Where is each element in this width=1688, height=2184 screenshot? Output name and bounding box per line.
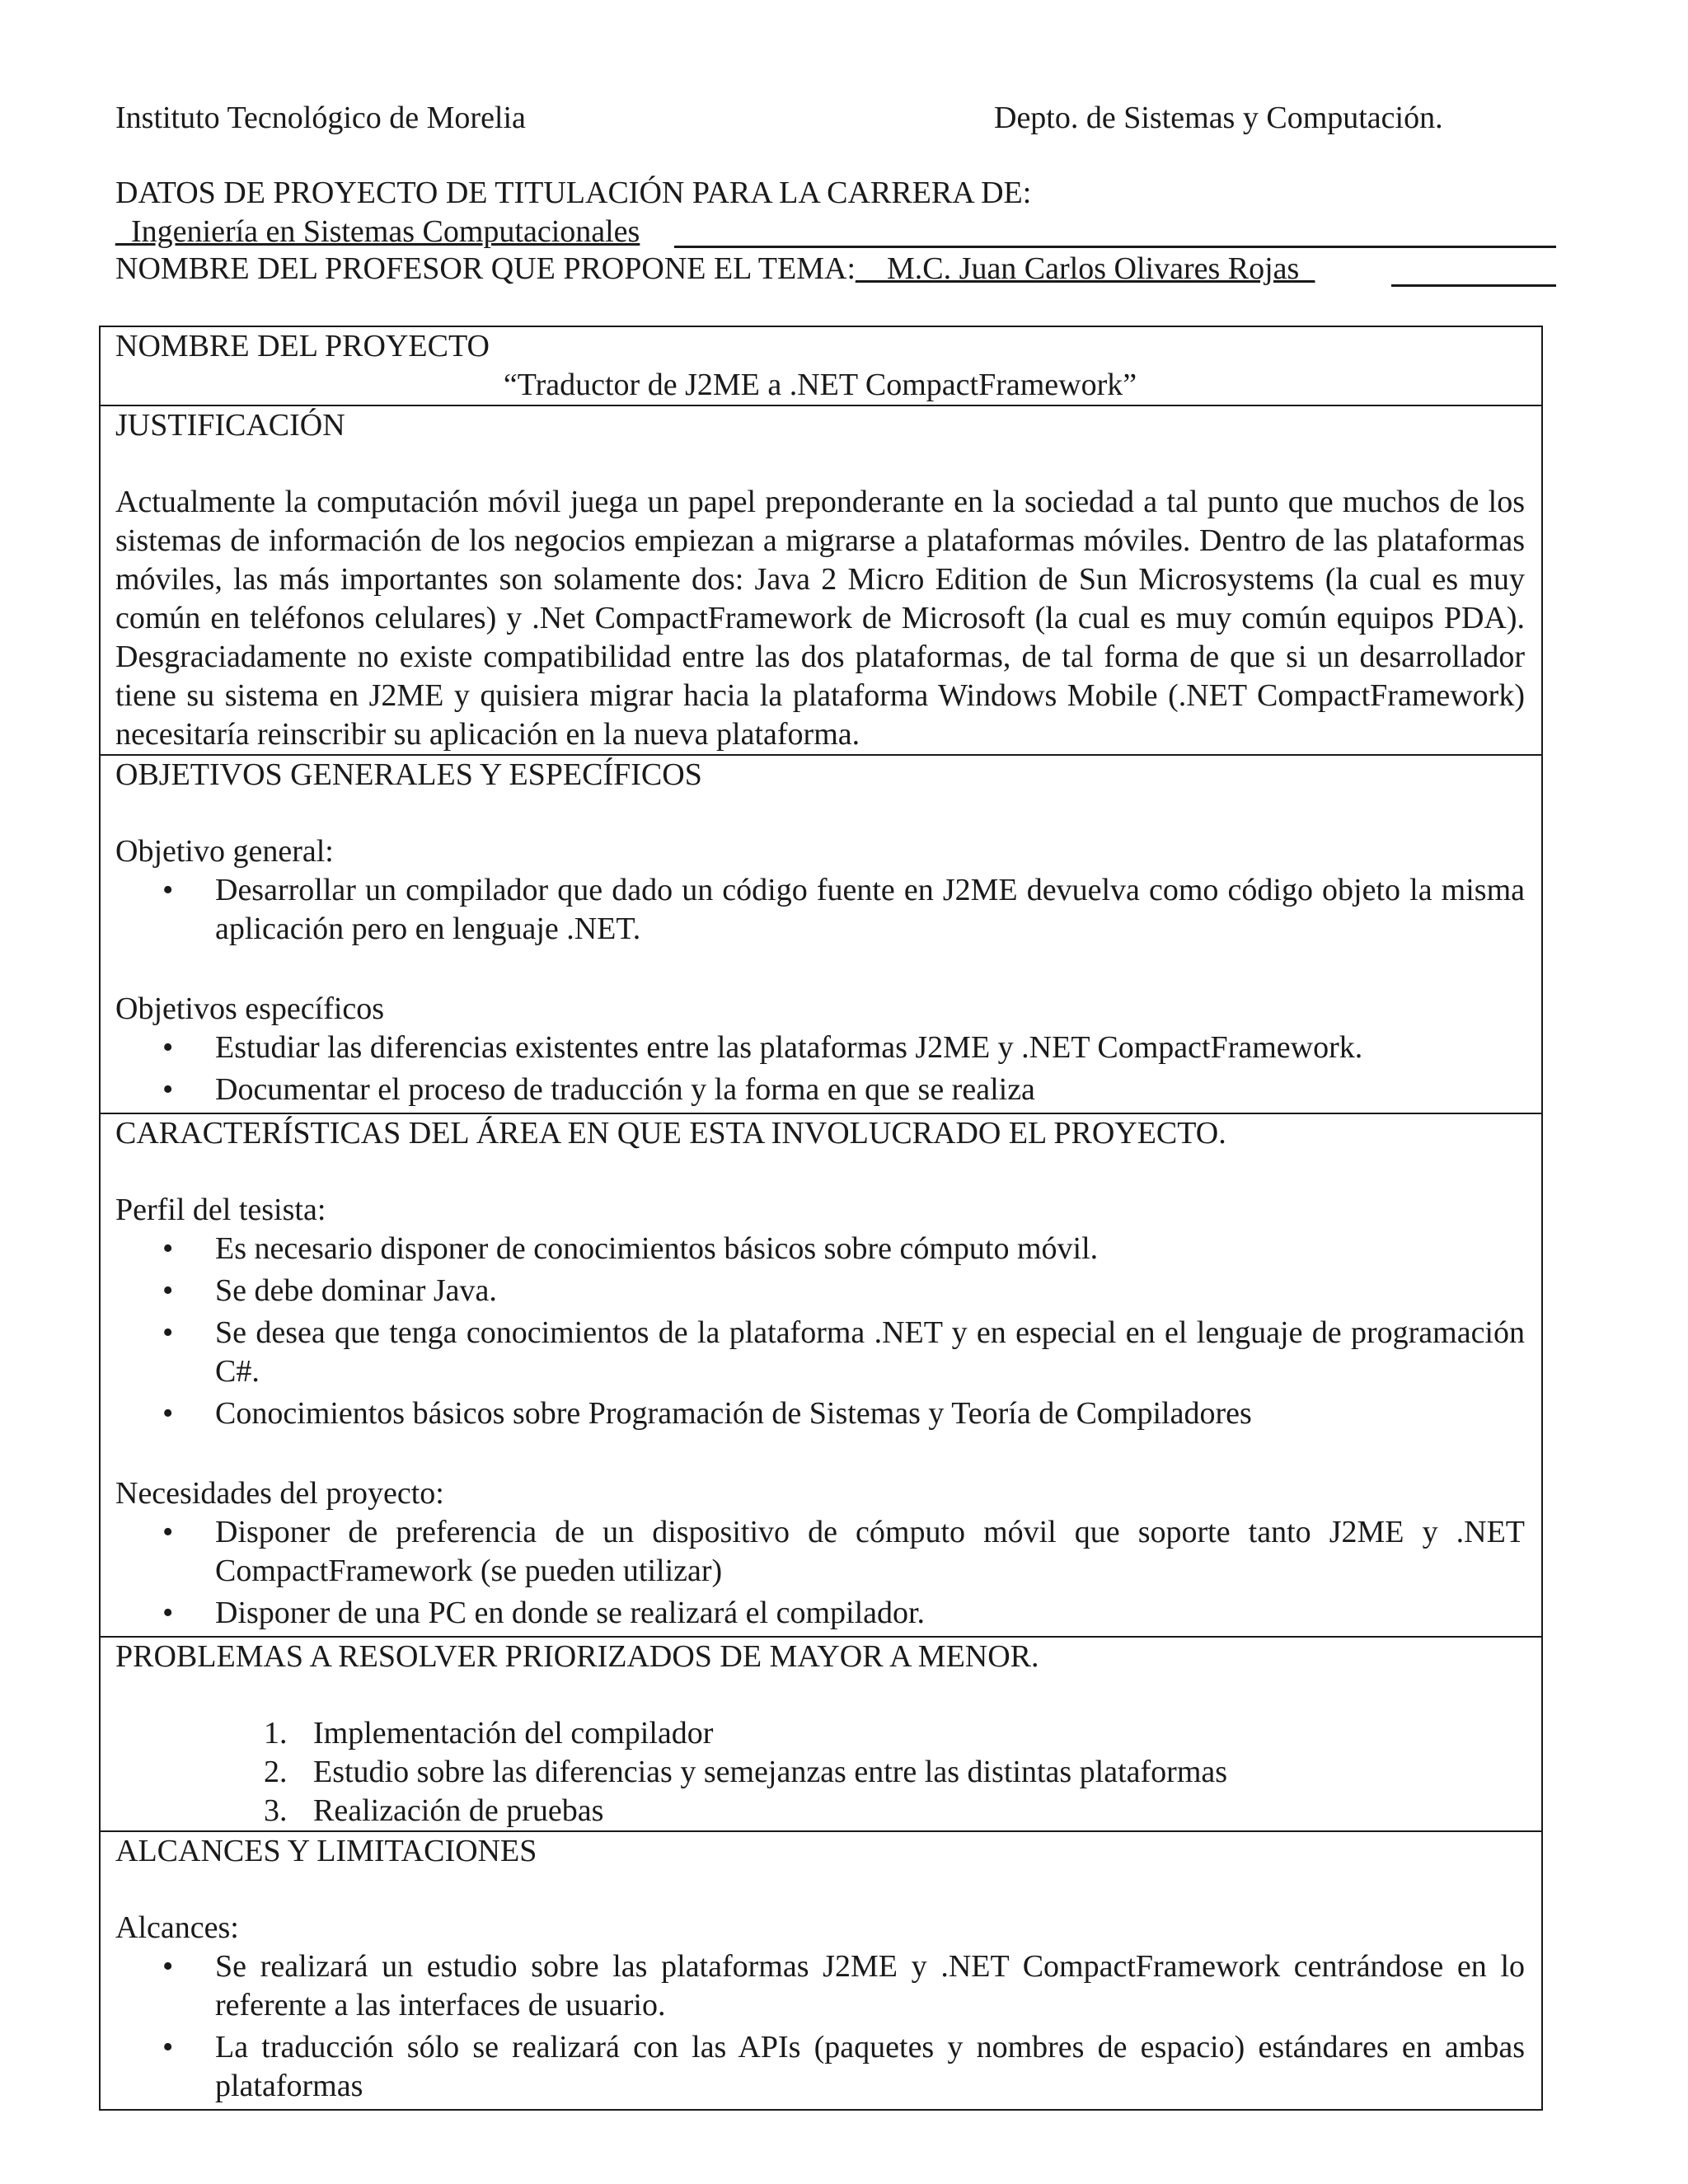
list-item: • Se debe dominar Java.	[115, 1272, 1525, 1310]
section-title: JUSTIFICACIÓN	[115, 408, 345, 443]
project-name-value: “Traductor de J2ME a .NET CompactFramework”	[503, 368, 1137, 402]
item-number: 3.	[264, 1793, 288, 1828]
justificacion-text: Actualmente la computación móvil juega un papel preponderante en la sociedad a tal punto que muchos de los sistemas de información de los negocios empiezan a migrarse a plataformas móviles. Dentro de las plataformas móviles, las más importantes son solamente dos: Java 2 Micro Edition de Sun Microsystems (la cual es muy común en teléfonos celulares) y .Net CompactFramework de Microsoft (la cual es muy común equipos PDA). Desgraciadamente no existe compatibilidad entre las dos plataformas, de tal forma de que si un desarrollador tiene su sistema en J2ME y quisiera migrar hacia la plataforma Windows Mobile (.NET CompactFramework) necesitaría reinscribir su aplicación en la nueva plataforma.	[115, 485, 1525, 752]
perfil-label: Perfil del tesista:	[115, 1193, 326, 1227]
general-objective-label: Objetivo general:	[115, 834, 334, 869]
list-item: • Conocimientos básicos sobre Programación de Sistemas y Teoría de Compiladores	[115, 1394, 1525, 1433]
specific-objectives-list	[115, 1029, 1525, 1109]
professor-label	[115, 250, 1315, 288]
problemas-list	[115, 1714, 1525, 1830]
alcances-list	[115, 1947, 1525, 2106]
section-title: OBJETIVOS GENERALES Y ESPECÍFICOS	[115, 757, 702, 792]
professor-name: __M.C. Juan Carlos Olivares Rojas_	[856, 251, 1315, 286]
professor-label-text: NOMBRE DEL PROFESOR QUE PROPONE EL TEMA:	[115, 251, 856, 286]
item-text: Realización de pruebas	[313, 1793, 604, 1828]
section-title: PROBLEMAS A RESOLVER PRIORIZADOS DE MAYOR A MENOR.	[115, 1639, 1039, 1674]
necesidades-label: Necesidades del proyecto:	[115, 1476, 444, 1511]
section-title: CARACTERÍSTICAS DEL ÁREA EN QUE ESTA INVOLUCRADO EL PROYECTO.	[115, 1116, 1226, 1151]
list-item: • Disponer de una PC en donde se realizará el compilador.	[115, 1594, 1525, 1633]
career-field: _Ingeniería en Sistemas Computacionales	[115, 214, 640, 249]
career-fill-line	[674, 246, 1556, 248]
project-form-table	[99, 326, 1543, 2111]
list-item: • Disponer de preferencia de un dispositivo de cómputo móvil que soporte tanto J2ME y .NET CompactFramework (se pueden utilizar)	[115, 1513, 1525, 1591]
list-item: • La traducción sólo se realizará con las APIs (paquetes y nombres de espacio) estándares en ambas plataformas	[115, 2028, 1525, 2106]
section-justificacion	[101, 405, 1541, 754]
list-item	[115, 1714, 1525, 1753]
list-item	[115, 1792, 1525, 1830]
list-item: • Documentar el proceso de traducción y la forma en que se realiza	[115, 1071, 1525, 1109]
list-item: • Es necesario disponer de conocimientos básicos sobre cómputo móvil.	[115, 1230, 1525, 1268]
datos-title: DATOS DE PROYECTO DE TITULACIÓN PARA LA CARRERA DE:	[115, 176, 1032, 210]
department-name: Depto. de Sistemas y Computación.	[994, 101, 1443, 135]
general-objective-list	[115, 871, 1525, 949]
list-item	[115, 1753, 1525, 1792]
item-text: Estudio sobre las diferencias y semejanzas entre las distintas plataformas	[313, 1755, 1228, 1789]
alcances-label: Alcances:	[115, 1910, 239, 1945]
section-title: ALCANCES Y LIMITACIONES	[115, 1834, 537, 1868]
section-title: NOMBRE DEL PROYECTO	[115, 329, 490, 363]
item-text: Implementación del compilador	[313, 1716, 714, 1750]
section-nombre-proyecto	[101, 327, 1541, 405]
institute-name: Instituto Tecnológico de Morelia	[115, 101, 526, 135]
section-objetivos	[101, 754, 1541, 1109]
item-number: 1.	[264, 1716, 288, 1750]
section-alcances	[101, 1830, 1541, 2106]
item-number: 2.	[264, 1755, 288, 1789]
list-item: • Estudiar las diferencias existentes entre las plataformas J2ME y .NET CompactFramework.	[115, 1029, 1525, 1067]
section-problemas	[101, 1636, 1541, 1830]
specific-objectives-label: Objetivos específicos	[115, 991, 385, 1026]
professor-fill-line	[1391, 284, 1556, 287]
list-item: • Desarrollar un compilador que dado un código fuente en J2ME devuelva como código objeto la misma aplicación pero en lenguaje .NET.	[115, 871, 1525, 949]
perfil-list	[115, 1230, 1525, 1433]
list-item: • Se desea que tenga conocimientos de la plataforma .NET y en especial en el lenguaje de programación C#.	[115, 1314, 1525, 1391]
necesidades-list	[115, 1513, 1525, 1633]
section-caracteristicas	[101, 1113, 1541, 1633]
list-item: • Se realizará un estudio sobre las plataformas J2ME y .NET CompactFramework centrándose en lo referente a las interfaces de usuario.	[115, 1947, 1525, 2025]
